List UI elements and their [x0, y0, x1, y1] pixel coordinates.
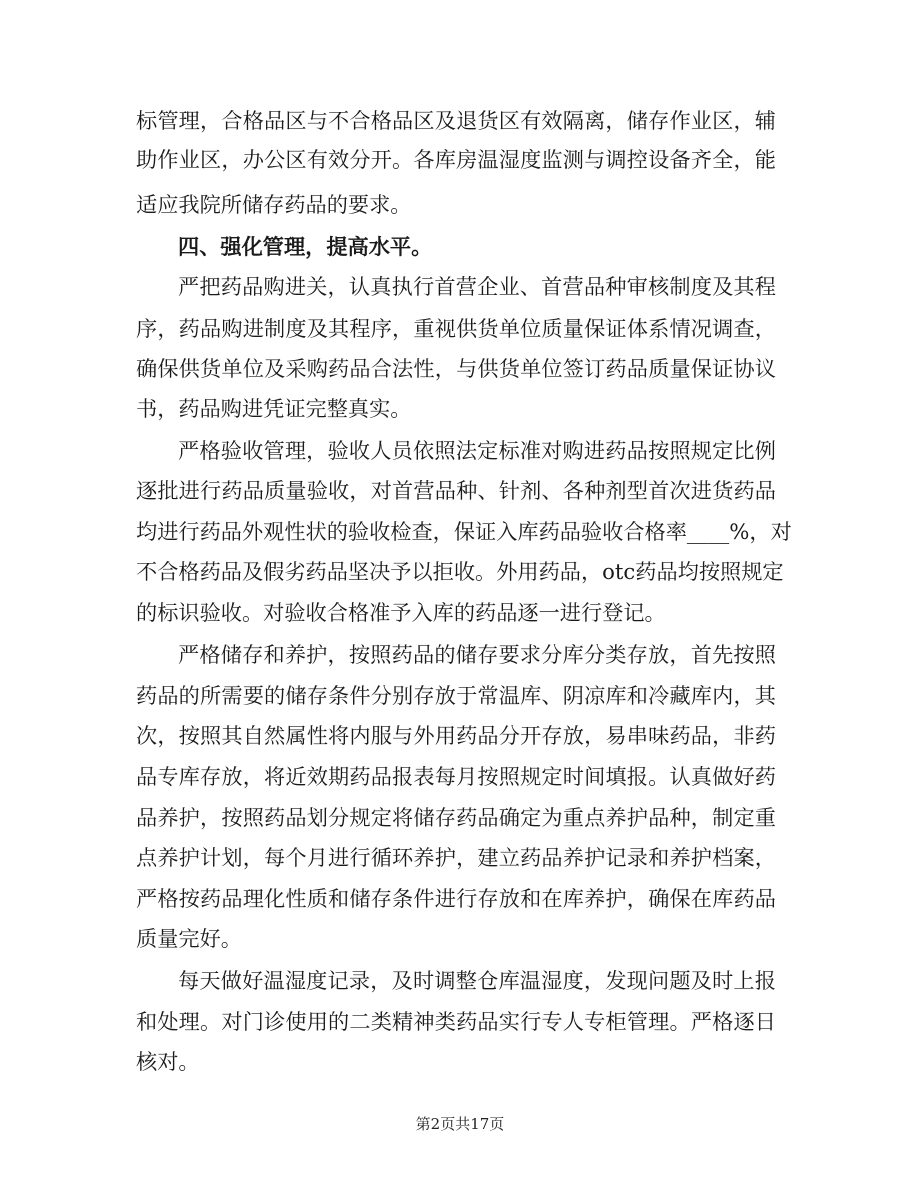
text-line: 逐批进行药品质量验收，对首营品种、针剂、各种剂型首次进货药品	[136, 478, 776, 503]
text-line: 序，药品购进制度及其程序，重视供货单位质量保证体系情况调查，	[136, 316, 776, 341]
text-line: 品养护，按照药品划分规定将储存药品确定为重点养护品种，制定重	[136, 805, 776, 830]
text-line: 核对。	[136, 1049, 200, 1074]
text-line: 适应我院所储存药品的要求。	[136, 192, 412, 217]
text-line: 次，按照其自然属性将内服与外用药品分开存放，易串味药品，非药	[136, 723, 776, 748]
text-line: 书，药品购进凭证完整真实。	[136, 396, 412, 421]
text-line: 均进行药品外观性状的验收检查，保证入库药品验收合格率____%，对	[136, 519, 792, 544]
text-line: 确保供货单位及采购药品合法性，与供货单位签订药品质量保证协议	[136, 356, 776, 381]
text-line: 的标识验收。对验收合格准予入库的药品逐一进行登记。	[136, 600, 666, 625]
text-line: 标管理，合格品区与不合格品区及退货区有效隔离，储存作业区，辅	[136, 108, 776, 133]
text-line: 严把药品购进关，认真执行首营企业、首营品种审核制度及其程	[178, 274, 776, 299]
text-line: 点养护计划，每个月进行循环养护，建立药品养护记录和养护档案，	[136, 845, 776, 870]
text-line: 每天做好温湿度记录，及时调整仓库温湿度，发现问题及时上报	[178, 968, 776, 993]
text-line: 严格储存和养护，按照药品的储存要求分库分类存放，首先按照	[178, 642, 776, 667]
section-heading: 四、强化管理，提高水平。	[178, 234, 433, 259]
text-line: 助作业区，办公区有效分开。各库房温湿度监测与调控设备齐全，能	[136, 147, 776, 172]
text-line: 严格按药品理化性质和储存条件进行存放和在库养护，确保在库药品	[136, 886, 776, 911]
text-line: 药品的所需要的储存条件分别存放于常温库、阴凉库和冷藏库内，其	[136, 683, 776, 708]
text-line: 质量完好。	[136, 926, 242, 951]
text-line: 不合格药品及假劣药品坚决予以拒收。外用药品，otc药品均按照规定	[136, 559, 784, 584]
text-line: 严格验收管理，验收人员依照法定标准对购进药品按照规定比例	[178, 438, 776, 463]
text-line: 和处理。对门诊使用的二类精神类药品实行专人专柜管理。严格逐日	[136, 1009, 776, 1034]
page-number: 第2页共17页	[415, 1115, 505, 1133]
text-line: 品专库存放，将近效期药品报表每月按照规定时间填报。认真做好药	[136, 764, 776, 789]
